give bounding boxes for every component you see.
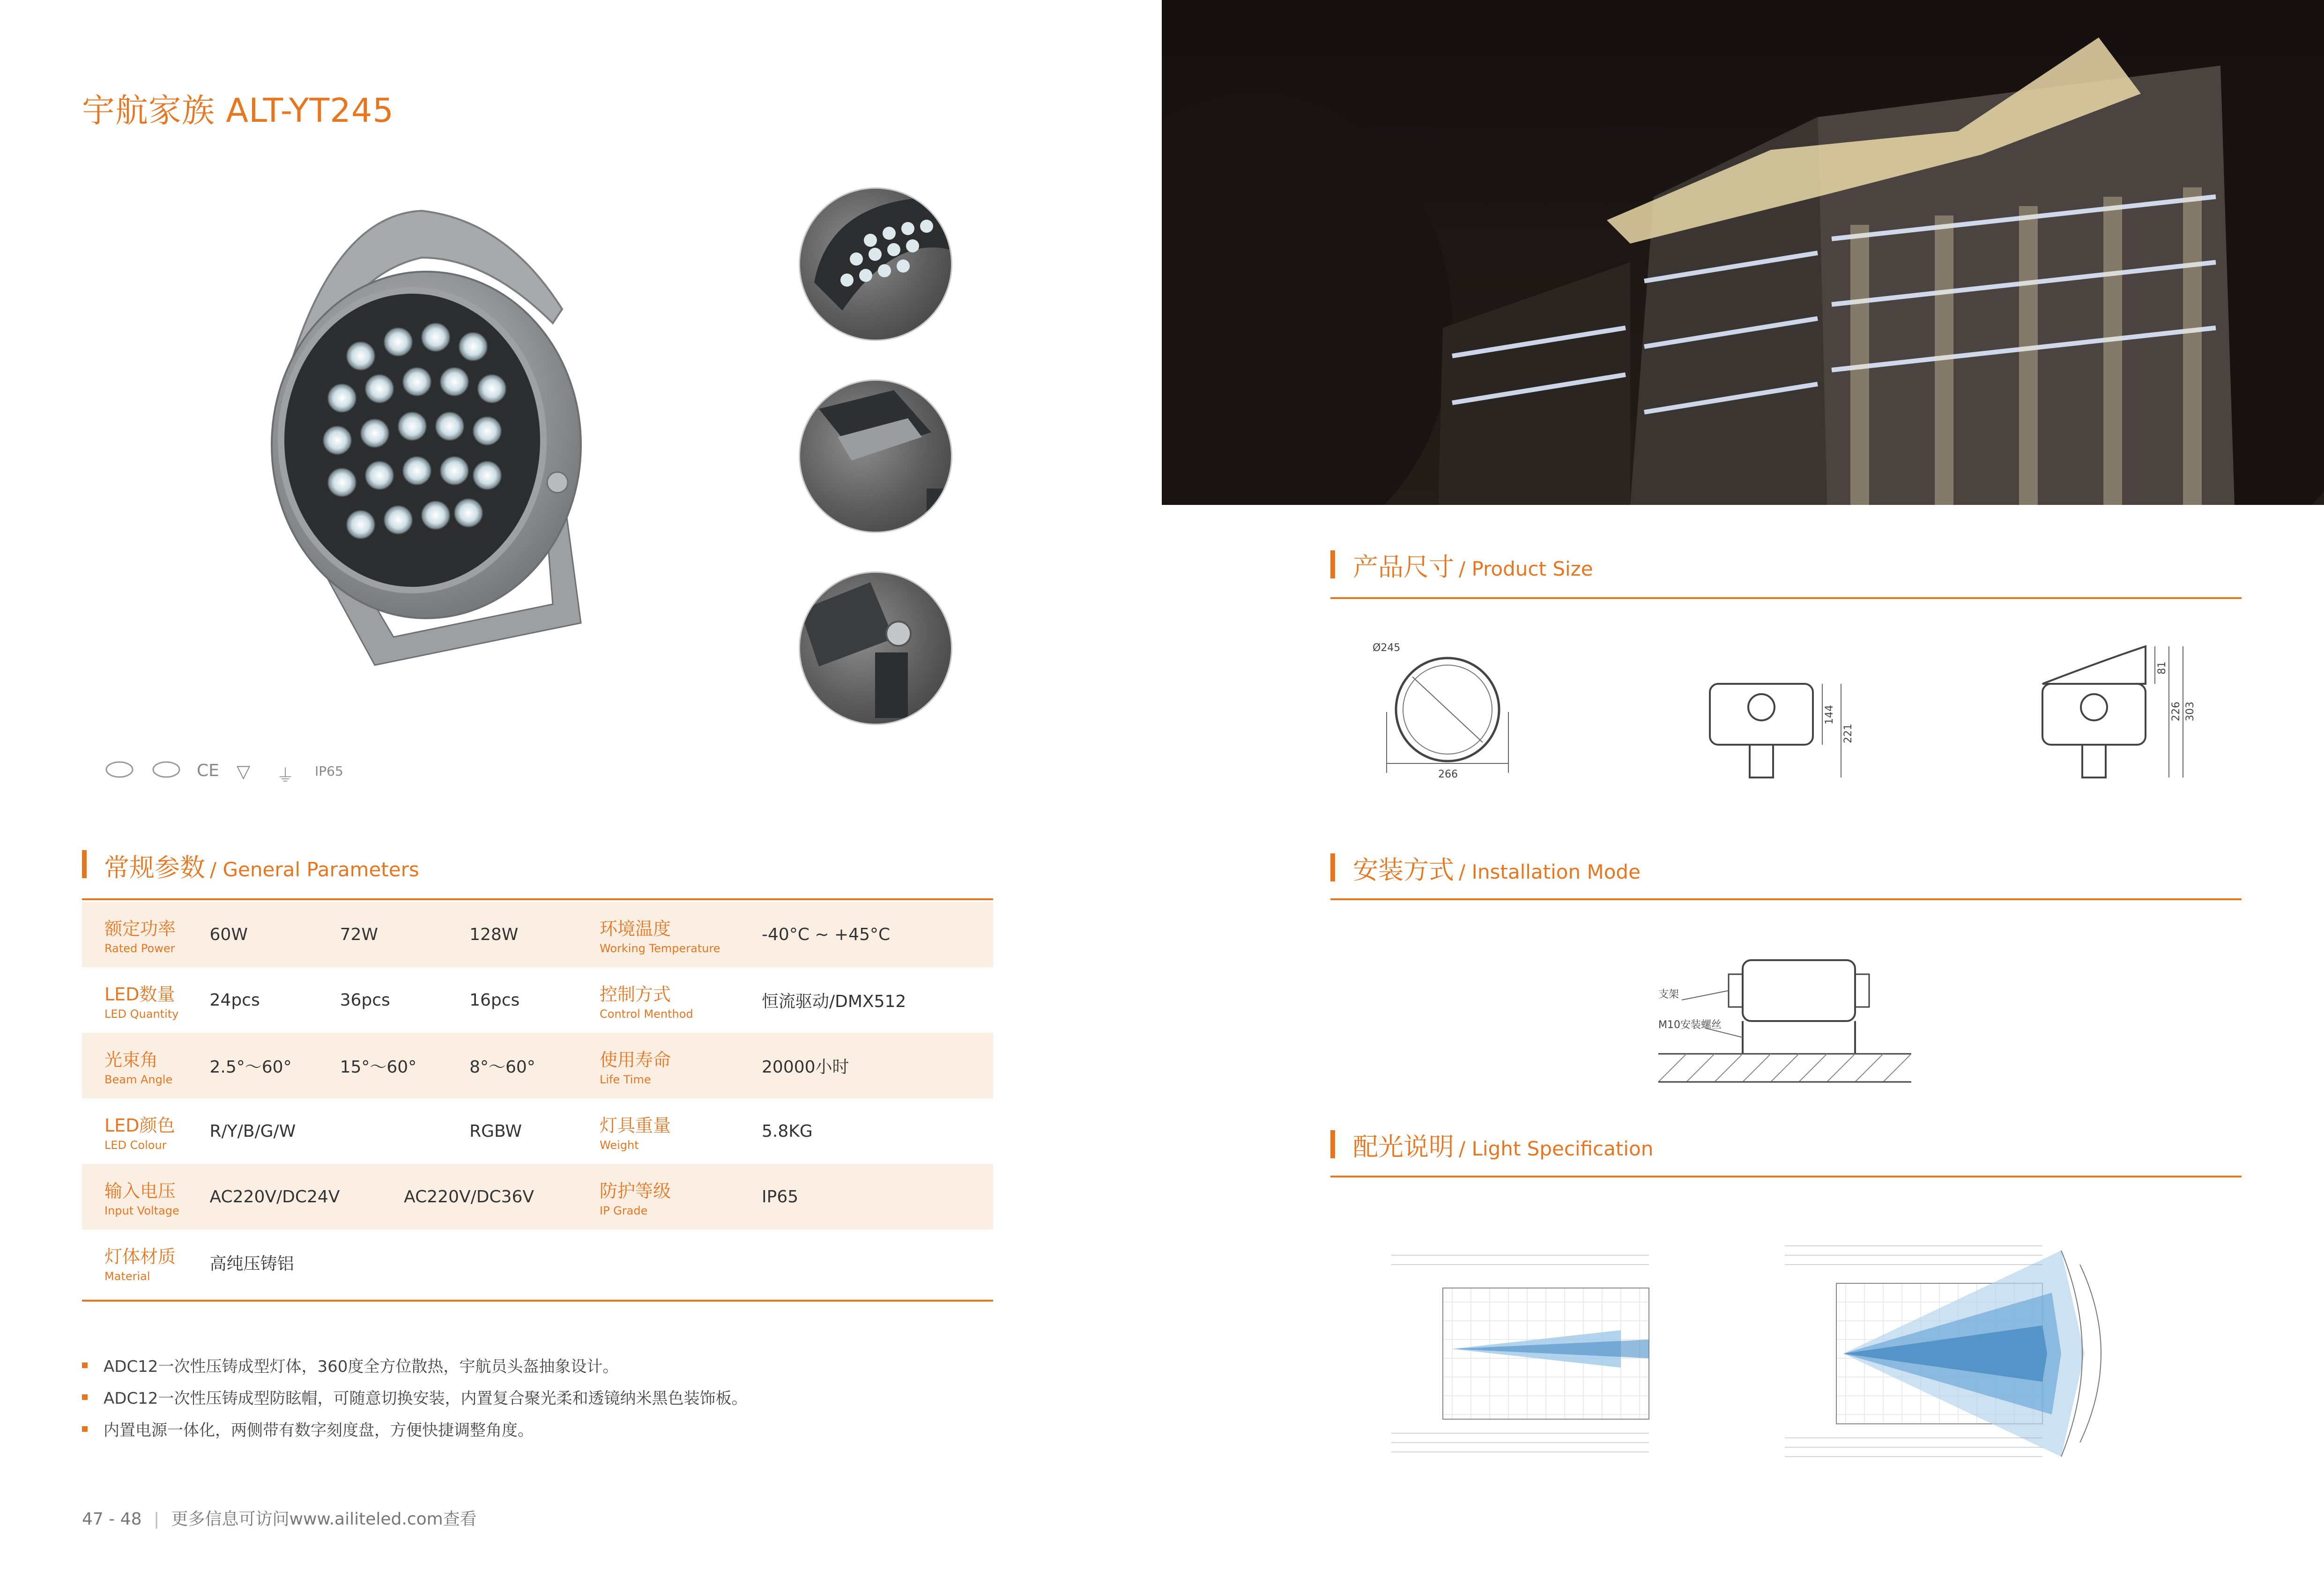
feature-bullet: 内置电源一体化，两侧带有数字刻度盘，方便快捷调整角度。 [82,1417,534,1440]
feature-bullet: ADC12一次性压铸成型防眩帽，可随意切换安装，内置复合聚光柔和透镜纳米黑色装饰板。 [82,1385,747,1408]
diameter-label: Ø245 [1373,642,1401,654]
dimension-221-label: 221 [1842,724,1854,743]
section-divider [82,898,993,900]
section-divider [1330,597,2242,599]
detail-image-led-array [799,187,952,341]
detail-image-visor [799,379,952,533]
narrow-beam-photometric-chart [1387,1246,1700,1461]
table-row: 额定功率 Rated Power 60W 72W 128W 环境温度 Working Temperature -40°C ~ +45°C [82,902,993,967]
wide-beam-photometric-chart [1780,1236,2136,1471]
footer-website-text: 更多信息可访问www.ailiteled.com查看 [171,1510,477,1529]
bracket-label: 支架 [1658,989,1679,1000]
table-row: LED数量 LED Quantity 24pcs 36pcs 16pcs 控制方式 Control Menthod 恒流驱动/DMX512 [104,984,906,1021]
table-row: LED颜色 LED Colour R/Y/B/G/W RGBW 灯具重量 Weight 5.8KG [104,1115,813,1152]
ground-cert-icon: ⏚ [276,765,295,786]
section-divider [1330,1176,2242,1177]
building-night-photo [1162,0,2324,505]
table-row: 输入电压 Input Voltage AC220V/DC24V AC220V/DC36V 防护等级 IP Grade IP65 [82,1164,993,1229]
section-marker [1330,853,1335,881]
parameters-table [82,902,993,1295]
table-row: 光束角 Beam Angle 2.5°～60° 15°～60° 8°～60° 使用寿命 Life Time 20000小时 [82,1033,993,1098]
section-title-cn: 安装方式 [1353,855,1454,885]
dimension-81-label: 81 [2156,661,2168,674]
section-marker [1330,1130,1335,1158]
section-marker [1330,550,1335,578]
triangle-cert-icon: ▽ [237,761,251,782]
dimension-303-label: 303 [2184,702,2196,721]
table-bottom-rule [82,1300,993,1302]
section-title-cn: 常规参数 [104,853,205,882]
product-title: 宇航家族 ALT-YT245 [82,91,394,130]
dimension-226-label: 226 [2170,702,2182,721]
section-title-en: / Light Specification [1459,1137,1654,1160]
ccc-icon [105,761,134,781]
general-parameters-heading [104,848,419,884]
product-main-image [225,201,637,689]
page-footer [82,1506,477,1530]
footer-separator: | [153,1510,160,1529]
front-view-drawing [1368,637,1537,787]
ce-mark: CE [197,761,219,780]
section-title-cn: 配光说明 [1353,1132,1454,1162]
section-title-en: / Product Size [1459,557,1593,580]
detail-image-dial [799,571,952,725]
table-row: 灯体材质 Material 高纯压铸铝 [104,1246,294,1283]
feature-bullet: ADC12一次性压铸成型灯体，360度全方位散热，宇航员头盔抽象设计。 [82,1354,618,1377]
ip-rating-label: IP65 [315,763,343,779]
m10-screw-label: M10安装螺丝 [1658,1019,1722,1031]
light-specification-heading [1353,1127,1653,1163]
section-divider [1330,898,2242,900]
dimension-144-label: 144 [1824,705,1835,725]
section-title-cn: 产品尺寸 [1353,552,1454,582]
section-title-en: / General Parameters [210,858,419,881]
side-view-visor-drawing [2033,642,2202,792]
width-label: 266 [1438,769,1458,780]
installation-mode-heading [1353,850,1641,886]
section-title-en: / Installation Mode [1459,860,1641,883]
side-view-drawing [1705,674,1855,792]
installation-drawing [1649,946,1930,1087]
product-size-heading [1353,547,1593,583]
section-marker [82,850,87,878]
cma-icon [152,761,180,781]
page-numbers: 47 - 48 [82,1510,142,1529]
